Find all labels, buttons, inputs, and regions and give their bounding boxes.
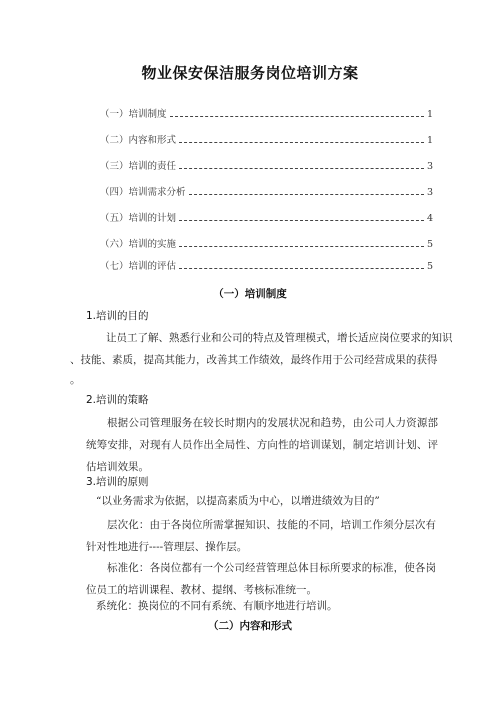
section-heading: （二）内容和形式 [208,620,292,632]
toc-entry-label: （一）培训制度 [100,109,167,120]
toc-entry-page: 4 [426,213,433,224]
paragraph: 标准化：各岗位都有一个公司经营管理总体目标所要求的标准，使各岗位员工的培训课程、教材、提纲、考核标准统一。 [86,562,436,596]
toc-entry[interactable] [100,182,433,198]
toc-entry-label: （七）培训的评估 [100,261,177,272]
subsection-heading: 2.培训的策略 [86,394,149,406]
toc-entry-label: （三）培训的责任 [100,161,177,172]
section-heading: （一）培训制度 [213,288,287,300]
toc-entry[interactable] [100,156,433,172]
toc-entry-page: 5 [426,261,433,272]
paragraph-line: 系统化：换岗位的不同有系统、有顺序地进行培训。 [96,600,338,612]
paragraph-line: 让员工了解、熟悉行业和公司的特点及管理模式，增长适应岗位要求的知识 [106,332,453,344]
toc-entry-page: 1 [426,109,433,120]
toc-leader-dots [170,116,424,117]
toc-entry-label: （五）培训的计划 [100,213,177,224]
toc-entry-label: （四）培训需求分析 [100,187,186,198]
paragraph-line: 、技能、素质，提高其能力，改善其工作绩效，最终作用于公司经营成果的获得 [70,354,438,366]
toc-entry[interactable] [100,256,433,272]
toc-entry[interactable] [100,234,433,250]
subsection-heading: 1.培训的目的 [86,310,149,322]
toc-entry[interactable] [100,130,433,146]
toc-entry[interactable] [100,208,433,224]
subsection-heading: 3.培训的原则 [86,476,149,488]
toc-leader-dots [179,246,424,247]
toc-leader-dots [189,194,424,195]
toc-entry[interactable] [100,104,433,120]
toc-entry-label: （六）培训的实施 [100,239,177,250]
toc-leader-dots [179,220,424,221]
paragraph: 根据公司管理服务在较长时期内的发展状况和趋势，由公司人力资源部统筹安排，对现有人员作出全局性、方向性的培训谋划，制定培训计划、评估培训效果。 [86,417,438,473]
toc-entry-page: 3 [426,187,433,198]
toc-entry-label: （二）内容和形式 [100,135,177,146]
document-title: 物业保安保洁服务岗位培训方案 [141,64,359,82]
toc-leader-dots [179,142,424,143]
toc-entry-page: 1 [426,135,433,146]
toc-entry-page: 3 [426,161,433,172]
paragraph: 层次化：由于各岗位所需掌握知识、技能的不同，培训工作须分层次有针对性地进行----管理层、操作层。 [86,519,436,553]
paragraph-line: 。 [70,374,81,386]
toc-entry-page: 5 [426,239,433,250]
toc-leader-dots [179,168,424,169]
principle-quote: “以业务需求为依据，以提高素质为中心，以增进绩效为目的” [96,495,380,507]
toc-leader-dots [179,268,424,269]
